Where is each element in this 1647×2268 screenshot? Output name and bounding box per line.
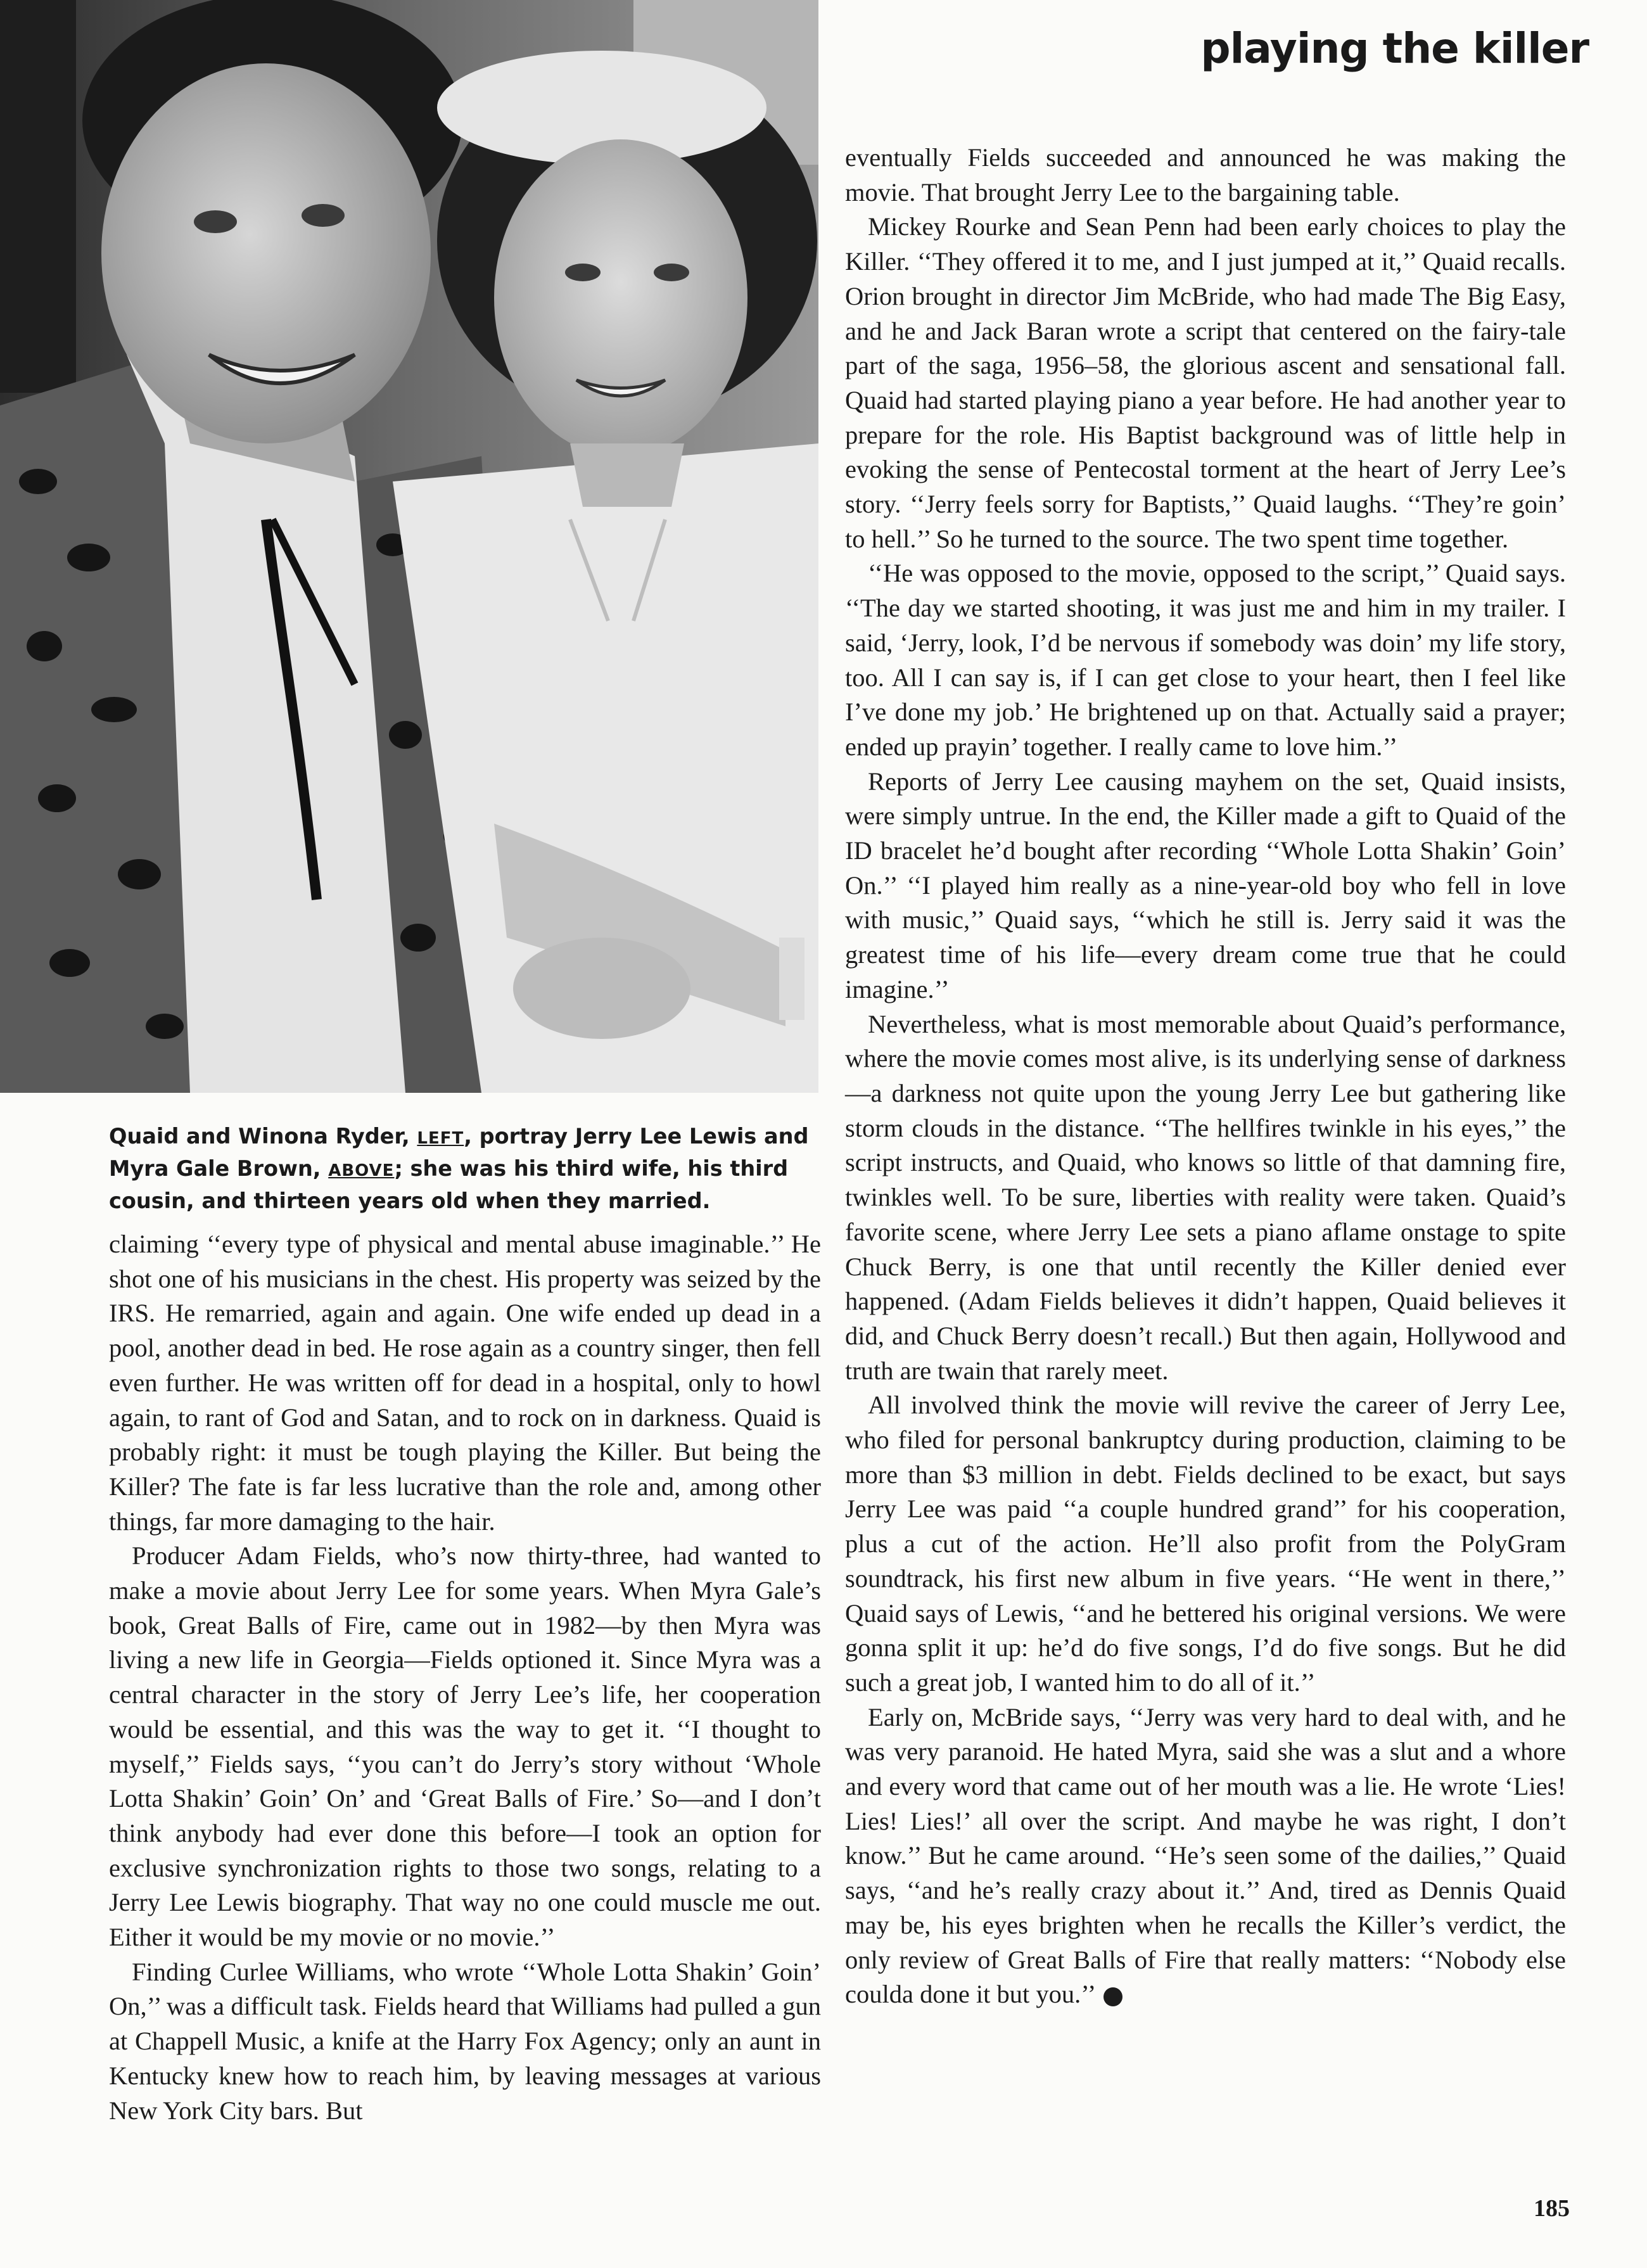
caption-text-1: Quaid and Winona Ryder,	[109, 1124, 417, 1149]
article-paragraph: Producer Adam Fields, who’s now thirty-three, had wanted to make a movie about Jerry Lee for some years. When Myra Gale’s book, Great Balls of Fire, came out in 1982—by then Myra was living a new life in Georgia—Fields optioned it. Since Myra was a central character in the story of Jerry Lee’s life, her cooperation would be essential, and this was the way to get it. ‘‘I thought to myself,’’ Fields says, ‘‘you can’t do Jerry’s story without ‘Whole Lotta Shakin’ Goin’ On’ and ‘Great Balls of Fire.’ So—and I don’t think anybody had ever done this before—I took an option for exclusive synchronization rights to those two songs, relating to a Jerry Lee Lewis biography. That way no one could muscle me out. Either it would be my movie or no movie.’’	[109, 1541, 821, 1952]
article-paragraph: Reports of Jerry Lee causing mayhem on the set, Quaid insists, were simply untrue. In the end, the Killer made a gift to Quaid of the ID bracelet he’d bought after recording ‘‘Whole Lotta Shakin’ Goin’ On.’’ ‘‘I played him really as a nine-year-old boy who fell in love with music,’’ Quaid says, ‘‘which he still is. Jerry said it was the greatest time of his life—every dream come true that he could imagine.’’	[845, 767, 1566, 1003]
page-number: 185	[1534, 2195, 1570, 2222]
photo-caption	[109, 1121, 818, 1216]
article-column-left	[109, 1227, 821, 2128]
section-title: playing the killer	[1200, 24, 1589, 73]
article-paragraph: Mickey Rourke and Sean Penn had been early choices to play the Killer. ‘‘They offered it to me, and I just jumped at it,’’ Quaid recalls. Orion brought in director Jim McBride, who had made The Big Easy, and he and Jack Baran wrote a script that centered on the fairy-tale part of the saga, 1956–58, the glorious ascent and sensational fall. Quaid had started playing piano a year before. He had another year to prepare for the role. His Baptist background was of little help in evoking the sense of Pentecostal torment at the heart of Jerry Lee’s story. ‘‘Jerry feels sorry for Baptists,’’ Quaid laughs. ‘‘They’re goin’ to hell.’’ So he turned to the source. The two spent time together.	[845, 212, 1566, 553]
caption-ref-left: LEFT	[417, 1129, 464, 1148]
caption-text-2: , portray Jerry Lee Lewis and Myra Gale Brown,	[109, 1124, 809, 1181]
end-mark-icon: V	[1103, 1987, 1122, 2006]
caption-text-3: ; she was his third wife, his third cousin, and thirteen years old when they married.	[109, 1156, 789, 1213]
caption-ref-above: ABOVE	[328, 1161, 395, 1180]
article-photo	[0, 0, 818, 1093]
article-paragraph: All involved think the movie will revive the career of Jerry Lee, who filed for personal bankruptcy during production, claiming to be more than $3 million in debt. Fields declined to be exact, but says Jerry Lee was paid ‘‘a couple hundred grand’’ for his cooperation, plus a cut of the action. He’ll also profit from the PolyGram soundtrack, his first new album in five years. ‘‘He went in there,’’ Quaid says of Lewis, ‘‘and he bettered his original versions. We were gonna split it up: he’d do five songs, I’d do five songs. But he did such a great job, I wanted him to do all of it.’’	[845, 1391, 1566, 1697]
article-paragraph: ‘‘He was opposed to the movie, opposed to the script,’’ Quaid says. ‘‘The day we started shooting, it was just me and him in my trailer. I said, ‘Jerry, look, I’d be nervous if somebody was doin’ my life story, too. All I can say is, if I can get close to your heart, then I feel like I’ve done my job.’ He brightened up on that. Actually said a prayer; ended up prayin’ together. I really came to love him.’’	[845, 559, 1566, 761]
article-paragraph: Nevertheless, what is most memorable about Quaid’s performance, where the movie comes most alive, is its underlying sense of darkness—a darkness not quite upon the young Jerry Lee but gathering like storm clouds in the distance. ‘‘The hellfires twinkle in his eyes,’’ the script instructs, and Quaid, who knows so little of that damning fire, twinkles well. To be sure, liberties with reality were taken. Quaid’s favorite scene, where Jerry Lee sets a piano aflame onstage to spite Chuck Berry, is one that until recently the Killer denied ever happened. (Adam Fields believes it didn’t happen, Quaid believes it did, and Chuck Berry doesn’t recall.) But then again, Hollywood and truth are twain that rarely meet.	[845, 1009, 1566, 1385]
article-paragraph: eventually Fields succeeded and announced he was making the movie. That brought Jerry Lee to the bargaining table.	[845, 143, 1566, 207]
article-paragraph-text: Early on, McBride says, ‘‘Jerry was very hard to deal with, and he was very paranoid. He hated Myra, said she was a slut and a whore and every word that came out of her mouth was a lie. He wrote ‘Lies! Lies! Lies!’ all over the script. And maybe he was right, I don’t know.’’ But he came around. ‘‘He’s seen some of the dailies,’’ Quaid says, ‘‘and he’s really crazy about it.’’ And, tired as Dennis Quaid may be, his eyes brighten when he recalls the Killer’s verdict, the only review of Great Balls of Fire that really matters: ‘‘Nobody else coulda done it but you.’’	[845, 1702, 1566, 2009]
photo-illustration	[0, 0, 818, 1093]
article-paragraph-final	[845, 1700, 1566, 2012]
article-paragraph: claiming ‘‘every type of physical and mental abuse imaginable.’’ He shot one of his musicians in the chest. His property was seized by the IRS. He remarried, again and again. One wife ended up dead in a pool, another dead in bed. He rose again as a country singer, then fell even further. He was written off for dead in a hospital, only to howl again, to rant of God and Satan, and to rock on in darkness. Quaid is probably right: it must be tough playing the Killer. But being the Killer? The fate is far less lucrative than the role and, among other things, far more damaging to the hair.	[109, 1230, 821, 1536]
article-column-right	[845, 141, 1566, 2012]
article-paragraph: Finding Curlee Williams, who wrote ‘‘Whole Lotta Shakin’ Goin’ On,’’ was a difficult task. Fields heard that Williams had pulled a gun at Chappell Music, a knife at the Harry Fox Agency; only an aunt in Kentucky knew how to reach him, by leaving messages at various New York City bars. But	[109, 1957, 821, 2125]
